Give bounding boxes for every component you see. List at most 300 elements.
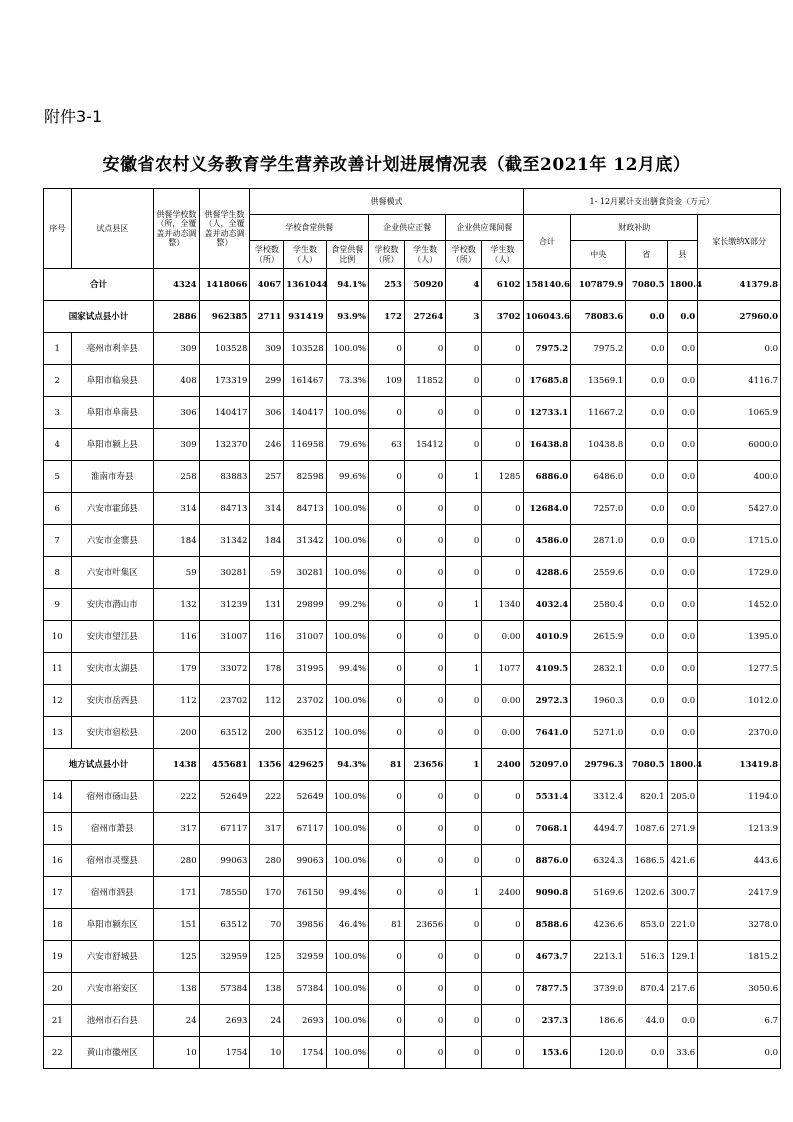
table-cell: 8876.0 <box>523 845 571 877</box>
table-cell: 1686.5 <box>626 845 667 877</box>
row-label: 宿州市砀山县 <box>71 781 154 813</box>
table-cell: 2615.9 <box>571 621 626 653</box>
table-cell: 0.0 <box>626 461 667 493</box>
table-cell: 0 <box>404 781 445 813</box>
row-seq: 12 <box>44 685 72 717</box>
table-cell: 280 <box>250 845 284 877</box>
row-label: 六安市金寨县 <box>71 525 154 557</box>
table-cell: 0 <box>404 973 445 1005</box>
table-cell: 0.0 <box>667 1005 698 1037</box>
row-label: 地方试点县小计 <box>44 749 154 781</box>
table-cell: 2693 <box>199 1005 250 1037</box>
table-cell: 112 <box>250 685 284 717</box>
table-cell: 931419 <box>284 301 326 333</box>
table-cell: 1012.0 <box>698 685 781 717</box>
table-cell: 0 <box>368 781 404 813</box>
table-cell: 1077 <box>482 653 523 685</box>
table-cell: 140417 <box>199 397 250 429</box>
row-label: 宿州市泗县 <box>71 877 154 909</box>
table-cell: 32959 <box>199 941 250 973</box>
table-cell: 962385 <box>199 301 250 333</box>
table-cell: 112 <box>154 685 200 717</box>
row-seq: 1 <box>44 333 72 365</box>
table-cell: 10 <box>250 1037 284 1069</box>
table-row <box>44 877 781 909</box>
table-row-subtotal <box>44 749 781 781</box>
table-cell: 5427.0 <box>698 493 781 525</box>
table-row-subtotal <box>44 301 781 333</box>
header-student-count: 学生数（人） <box>482 241 523 269</box>
table-cell: 0.0 <box>667 493 698 525</box>
table-cell: 116 <box>154 621 200 653</box>
header-area: 试点县区 <box>71 189 154 269</box>
table-row <box>44 557 781 589</box>
table-cell: 99.2% <box>326 589 368 621</box>
header-canteen-ratio: 食堂供餐比例 <box>326 241 368 269</box>
table-cell: 11852 <box>404 365 445 397</box>
table-cell: 0 <box>404 685 445 717</box>
table-cell: 258 <box>154 461 200 493</box>
table-cell: 0 <box>368 1037 404 1069</box>
row-seq: 11 <box>44 653 72 685</box>
table-cell: 39856 <box>284 909 326 941</box>
table-cell: 106043.6 <box>523 301 571 333</box>
table-cell: 52649 <box>199 781 250 813</box>
table-cell: 0 <box>404 493 445 525</box>
table-cell: 1 <box>446 589 482 621</box>
table-cell: 103528 <box>199 333 250 365</box>
table-cell: 853.0 <box>626 909 667 941</box>
table-cell: 81 <box>368 909 404 941</box>
table-cell: 32959 <box>284 941 326 973</box>
header-central: 中央 <box>571 241 626 269</box>
table-cell: 84713 <box>199 493 250 525</box>
table-cell: 0 <box>404 813 445 845</box>
table-cell: 3312.4 <box>571 781 626 813</box>
header-mode: 供餐模式 <box>250 189 523 215</box>
table-row <box>44 525 781 557</box>
table-cell: 0.0 <box>626 525 667 557</box>
table-cell: 100.0% <box>326 333 368 365</box>
table-cell: 253 <box>368 269 404 301</box>
table-cell: 2832.1 <box>571 653 626 685</box>
table-cell: 31342 <box>199 525 250 557</box>
table-cell: 7877.5 <box>523 973 571 1005</box>
table-cell: 63512 <box>284 717 326 749</box>
row-seq: 7 <box>44 525 72 557</box>
table-cell: 4032.4 <box>523 589 571 621</box>
table-cell: 0 <box>368 461 404 493</box>
table-cell: 2417.9 <box>698 877 781 909</box>
table-cell: 100.0% <box>326 973 368 1005</box>
table-cell: 0 <box>446 1005 482 1037</box>
table-cell: 63512 <box>199 909 250 941</box>
row-label: 六安市裕安区 <box>71 973 154 1005</box>
header-total: 合计 <box>523 215 571 269</box>
table-cell: 1277.5 <box>698 653 781 685</box>
table-cell: 3702 <box>482 301 523 333</box>
table-cell: 132370 <box>199 429 250 461</box>
table-row <box>44 973 781 1005</box>
row-seq: 5 <box>44 461 72 493</box>
table-cell: 306 <box>154 397 200 429</box>
table-cell: 0 <box>368 717 404 749</box>
table-cell: 443.6 <box>698 845 781 877</box>
table-cell: 4673.7 <box>523 941 571 973</box>
table-cell: 9090.8 <box>523 877 571 909</box>
table-cell: 15412 <box>404 429 445 461</box>
table-row <box>44 1005 781 1037</box>
table-cell: 0.0 <box>667 333 698 365</box>
table-cell: 306 <box>250 397 284 429</box>
header-student-count: 学生数（人） <box>284 241 326 269</box>
table-cell: 455681 <box>199 749 250 781</box>
table-cell: 27264 <box>404 301 445 333</box>
table-cell: 12733.1 <box>523 397 571 429</box>
table-cell: 6886.0 <box>523 461 571 493</box>
table-cell: 1715.0 <box>698 525 781 557</box>
table-cell: 10438.8 <box>571 429 626 461</box>
table-cell: 0.0 <box>626 1037 667 1069</box>
table-cell: 7641.0 <box>523 717 571 749</box>
table-cell: 0.0 <box>626 589 667 621</box>
table-cell: 0 <box>482 429 523 461</box>
header-student-count: 学生数（人） <box>404 241 445 269</box>
table-cell: 2400 <box>482 877 523 909</box>
table-cell: 99063 <box>199 845 250 877</box>
table-cell: 70 <box>250 909 284 941</box>
table-row <box>44 909 781 941</box>
table-cell: 29899 <box>284 589 326 621</box>
table-cell: 31995 <box>284 653 326 685</box>
table-row <box>44 461 781 493</box>
table-cell: 0 <box>482 1037 523 1069</box>
row-seq: 3 <box>44 397 72 429</box>
table-cell: 100.0% <box>326 525 368 557</box>
table-cell: 0.0 <box>667 525 698 557</box>
table-cell: 314 <box>154 493 200 525</box>
row-label: 淮南市寿县 <box>71 461 154 493</box>
table-cell: 1087.6 <box>626 813 667 845</box>
table-cell: 0 <box>482 1005 523 1037</box>
table-cell: 4116.7 <box>698 365 781 397</box>
table-cell: 140417 <box>284 397 326 429</box>
table-cell: 0 <box>368 813 404 845</box>
table-cell: 0 <box>404 557 445 589</box>
table-cell: 67117 <box>284 813 326 845</box>
table-cell: 1202.6 <box>626 877 667 909</box>
table-cell: 23702 <box>284 685 326 717</box>
table-cell: 0 <box>404 461 445 493</box>
row-label: 阜阳市临泉县 <box>71 365 154 397</box>
table-cell: 0.0 <box>667 397 698 429</box>
row-seq: 6 <box>44 493 72 525</box>
row-label: 黄山市徽州区 <box>71 1037 154 1069</box>
table-cell: 186.6 <box>571 1005 626 1037</box>
row-seq: 22 <box>44 1037 72 1069</box>
table-cell: 5531.4 <box>523 781 571 813</box>
table-cell: 2711 <box>250 301 284 333</box>
table-cell: 2213.1 <box>571 941 626 973</box>
table-cell: 4010.9 <box>523 621 571 653</box>
table-cell: 67117 <box>199 813 250 845</box>
table-cell: 0 <box>446 429 482 461</box>
table-cell: 516.3 <box>626 941 667 973</box>
table-cell: 0.0 <box>698 1037 781 1069</box>
table-cell: 116 <box>250 621 284 653</box>
header-funds: 1- 12月累计支出膳食资金（万元） <box>523 189 780 215</box>
table-cell: 99063 <box>284 845 326 877</box>
table-cell: 94.1% <box>326 269 368 301</box>
table-cell: 59 <box>250 557 284 589</box>
table-cell: 100.0% <box>326 1037 368 1069</box>
table-cell: 29796.3 <box>571 749 626 781</box>
table-cell: 309 <box>154 333 200 365</box>
row-seq: 4 <box>44 429 72 461</box>
row-seq: 19 <box>44 941 72 973</box>
table-cell: 1356 <box>250 749 284 781</box>
table-cell: 0 <box>446 1037 482 1069</box>
table-cell: 2559.6 <box>571 557 626 589</box>
table-cell: 0.0 <box>626 397 667 429</box>
table-cell: 0 <box>368 525 404 557</box>
table-cell: 16438.8 <box>523 429 571 461</box>
table-cell: 0 <box>404 1005 445 1037</box>
table-cell: 299 <box>250 365 284 397</box>
table-cell: 200 <box>154 717 200 749</box>
table-cell: 0 <box>446 845 482 877</box>
table-cell: 0 <box>404 941 445 973</box>
table-cell: 0 <box>404 1037 445 1069</box>
table-row <box>44 781 781 813</box>
table-cell: 171 <box>154 877 200 909</box>
table-cell: 23656 <box>404 909 445 941</box>
table-cell: 1800.4 <box>667 749 698 781</box>
table-cell: 0 <box>482 909 523 941</box>
table-cell: 50920 <box>404 269 445 301</box>
header-schools: 供餐学校数（所，全覆盖并动态调整） <box>154 189 200 269</box>
table-cell: 184 <box>154 525 200 557</box>
table-cell: 73.3% <box>326 365 368 397</box>
table-cell: 44.0 <box>626 1005 667 1037</box>
row-seq: 8 <box>44 557 72 589</box>
table-cell: 0 <box>368 877 404 909</box>
table-cell: 309 <box>154 429 200 461</box>
table-cell: 0.00 <box>482 717 523 749</box>
row-seq: 17 <box>44 877 72 909</box>
row-label: 六安市舒城县 <box>71 941 154 973</box>
table-cell: 0 <box>404 333 445 365</box>
table-cell: 4109.5 <box>523 653 571 685</box>
table-cell: 0 <box>368 941 404 973</box>
table-cell: 0 <box>482 525 523 557</box>
table-row <box>44 1037 781 1069</box>
table-row <box>44 717 781 749</box>
table-cell: 0 <box>446 685 482 717</box>
row-seq: 16 <box>44 845 72 877</box>
table-cell: 0 <box>368 1005 404 1037</box>
table-cell: 46.4% <box>326 909 368 941</box>
table-cell: 6324.3 <box>571 845 626 877</box>
table-cell: 237.3 <box>523 1005 571 1037</box>
table-cell: 7080.5 <box>626 269 667 301</box>
table-cell: 0.0 <box>667 653 698 685</box>
table-cell: 0 <box>368 557 404 589</box>
table-cell: 317 <box>154 813 200 845</box>
table-cell: 0.0 <box>667 685 698 717</box>
table-cell: 0 <box>368 493 404 525</box>
table-cell: 6486.0 <box>571 461 626 493</box>
table-cell: 17685.8 <box>523 365 571 397</box>
row-label: 安庆市望江县 <box>71 621 154 653</box>
table-cell: 280 <box>154 845 200 877</box>
header-ent-snack: 企业供应课间餐 <box>446 215 523 241</box>
table-row <box>44 589 781 621</box>
table-cell: 0.0 <box>626 557 667 589</box>
table-cell: 78083.6 <box>571 301 626 333</box>
row-seq: 2 <box>44 365 72 397</box>
table-cell: 1729.0 <box>698 557 781 589</box>
table-cell: 6.7 <box>698 1005 781 1037</box>
table-cell: 151 <box>154 909 200 941</box>
row-label: 安庆市潜山市 <box>71 589 154 621</box>
table-cell: 1815.2 <box>698 941 781 973</box>
table-cell: 4586.0 <box>523 525 571 557</box>
table-cell: 138 <box>154 973 200 1005</box>
table-cell: 222 <box>154 781 200 813</box>
table-cell: 10 <box>154 1037 200 1069</box>
header-ent-full: 企业供应正餐 <box>368 215 445 241</box>
table-cell: 0 <box>482 333 523 365</box>
table-cell: 31239 <box>199 589 250 621</box>
table-cell: 4494.7 <box>571 813 626 845</box>
page-title: 安徽省农村义务教育学生营养改善计划进展情况表（截至2021年 12月底） <box>102 155 691 175</box>
table-cell: 27960.0 <box>698 301 781 333</box>
table-cell: 7080.5 <box>626 749 667 781</box>
table-cell: 314 <box>250 493 284 525</box>
table-cell: 0.0 <box>698 333 781 365</box>
table-cell: 870.4 <box>626 973 667 1005</box>
table-cell: 31007 <box>199 621 250 653</box>
table-cell: 99.4% <box>326 877 368 909</box>
table-cell: 59 <box>154 557 200 589</box>
table-cell: 1438 <box>154 749 200 781</box>
table-cell: 173319 <box>199 365 250 397</box>
table-cell: 107879.9 <box>571 269 626 301</box>
table-cell: 1 <box>446 877 482 909</box>
table-cell: 2400 <box>482 749 523 781</box>
table-cell: 83883 <box>199 461 250 493</box>
table-cell: 0.0 <box>667 621 698 653</box>
table-cell: 100.0% <box>326 717 368 749</box>
table-cell: 78550 <box>199 877 250 909</box>
table-cell: 170 <box>250 877 284 909</box>
table-cell: 0 <box>446 557 482 589</box>
row-label: 宿州市萧县 <box>71 813 154 845</box>
table-cell: 4 <box>446 269 482 301</box>
table-cell: 23656 <box>404 749 445 781</box>
table-cell: 246 <box>250 429 284 461</box>
table-cell: 1 <box>446 461 482 493</box>
row-seq: 21 <box>44 1005 72 1037</box>
table-cell: 100.0% <box>326 1005 368 1037</box>
table-cell: 0.0 <box>626 493 667 525</box>
table-cell: 99.6% <box>326 461 368 493</box>
table-cell: 1800.4 <box>667 269 698 301</box>
table-cell: 0 <box>482 365 523 397</box>
table-cell: 161467 <box>284 365 326 397</box>
table-cell: 0 <box>404 525 445 557</box>
table-cell: 23702 <box>199 685 250 717</box>
row-label: 阜阳市颍上县 <box>71 429 154 461</box>
table-cell: 0 <box>368 973 404 1005</box>
header-school-count: 学校数（所） <box>368 241 404 269</box>
table-cell: 0.0 <box>667 301 698 333</box>
table-cell: 179 <box>154 653 200 685</box>
table-cell: 0 <box>446 333 482 365</box>
table-cell: 3 <box>446 301 482 333</box>
table-cell: 221.0 <box>667 909 698 941</box>
table-row <box>44 813 781 845</box>
table-cell: 0 <box>446 813 482 845</box>
table-cell: 0.0 <box>667 429 698 461</box>
table-cell: 0.0 <box>626 653 667 685</box>
table-cell: 57384 <box>199 973 250 1005</box>
header-school-count: 学校数（所） <box>446 241 482 269</box>
table-cell: 0 <box>482 781 523 813</box>
table-row <box>44 365 781 397</box>
table-cell: 0.0 <box>626 685 667 717</box>
table-cell: 4067 <box>250 269 284 301</box>
table-cell: 0 <box>446 525 482 557</box>
row-seq: 18 <box>44 909 72 941</box>
row-label: 阜阳市阜南县 <box>71 397 154 429</box>
table-cell: 31007 <box>284 621 326 653</box>
table-cell: 41379.8 <box>698 269 781 301</box>
table-cell: 158140.6 <box>523 269 571 301</box>
table-cell: 1418066 <box>199 269 250 301</box>
header-students: 供餐学生数（人，全覆盖并动态调整） <box>199 189 250 269</box>
table-cell: 5271.0 <box>571 717 626 749</box>
row-label: 国家试点县小计 <box>44 301 154 333</box>
table-cell: 1754 <box>284 1037 326 1069</box>
table-cell: 1213.9 <box>698 813 781 845</box>
row-label: 安庆市太湖县 <box>71 653 154 685</box>
table-cell: 400.0 <box>698 461 781 493</box>
table-cell: 81 <box>368 749 404 781</box>
table-row <box>44 845 781 877</box>
table-cell: 3278.0 <box>698 909 781 941</box>
table-cell: 99.4% <box>326 653 368 685</box>
table-cell: 33.6 <box>667 1037 698 1069</box>
table-cell: 0.0 <box>667 717 698 749</box>
table-cell: 3739.0 <box>571 973 626 1005</box>
table-cell: 0.0 <box>626 429 667 461</box>
table-cell: 217.6 <box>667 973 698 1005</box>
table-cell: 1194.0 <box>698 781 781 813</box>
table-cell: 0 <box>482 845 523 877</box>
table-cell: 2886 <box>154 301 200 333</box>
row-label: 六安市叶集区 <box>71 557 154 589</box>
row-label: 池州市石台县 <box>71 1005 154 1037</box>
table-cell: 1754 <box>199 1037 250 1069</box>
table-cell: 0.0 <box>667 461 698 493</box>
table-cell: 0 <box>404 653 445 685</box>
table-cell: 1 <box>446 653 482 685</box>
table-cell: 0 <box>482 973 523 1005</box>
table-row <box>44 685 781 717</box>
table-cell: 257 <box>250 461 284 493</box>
